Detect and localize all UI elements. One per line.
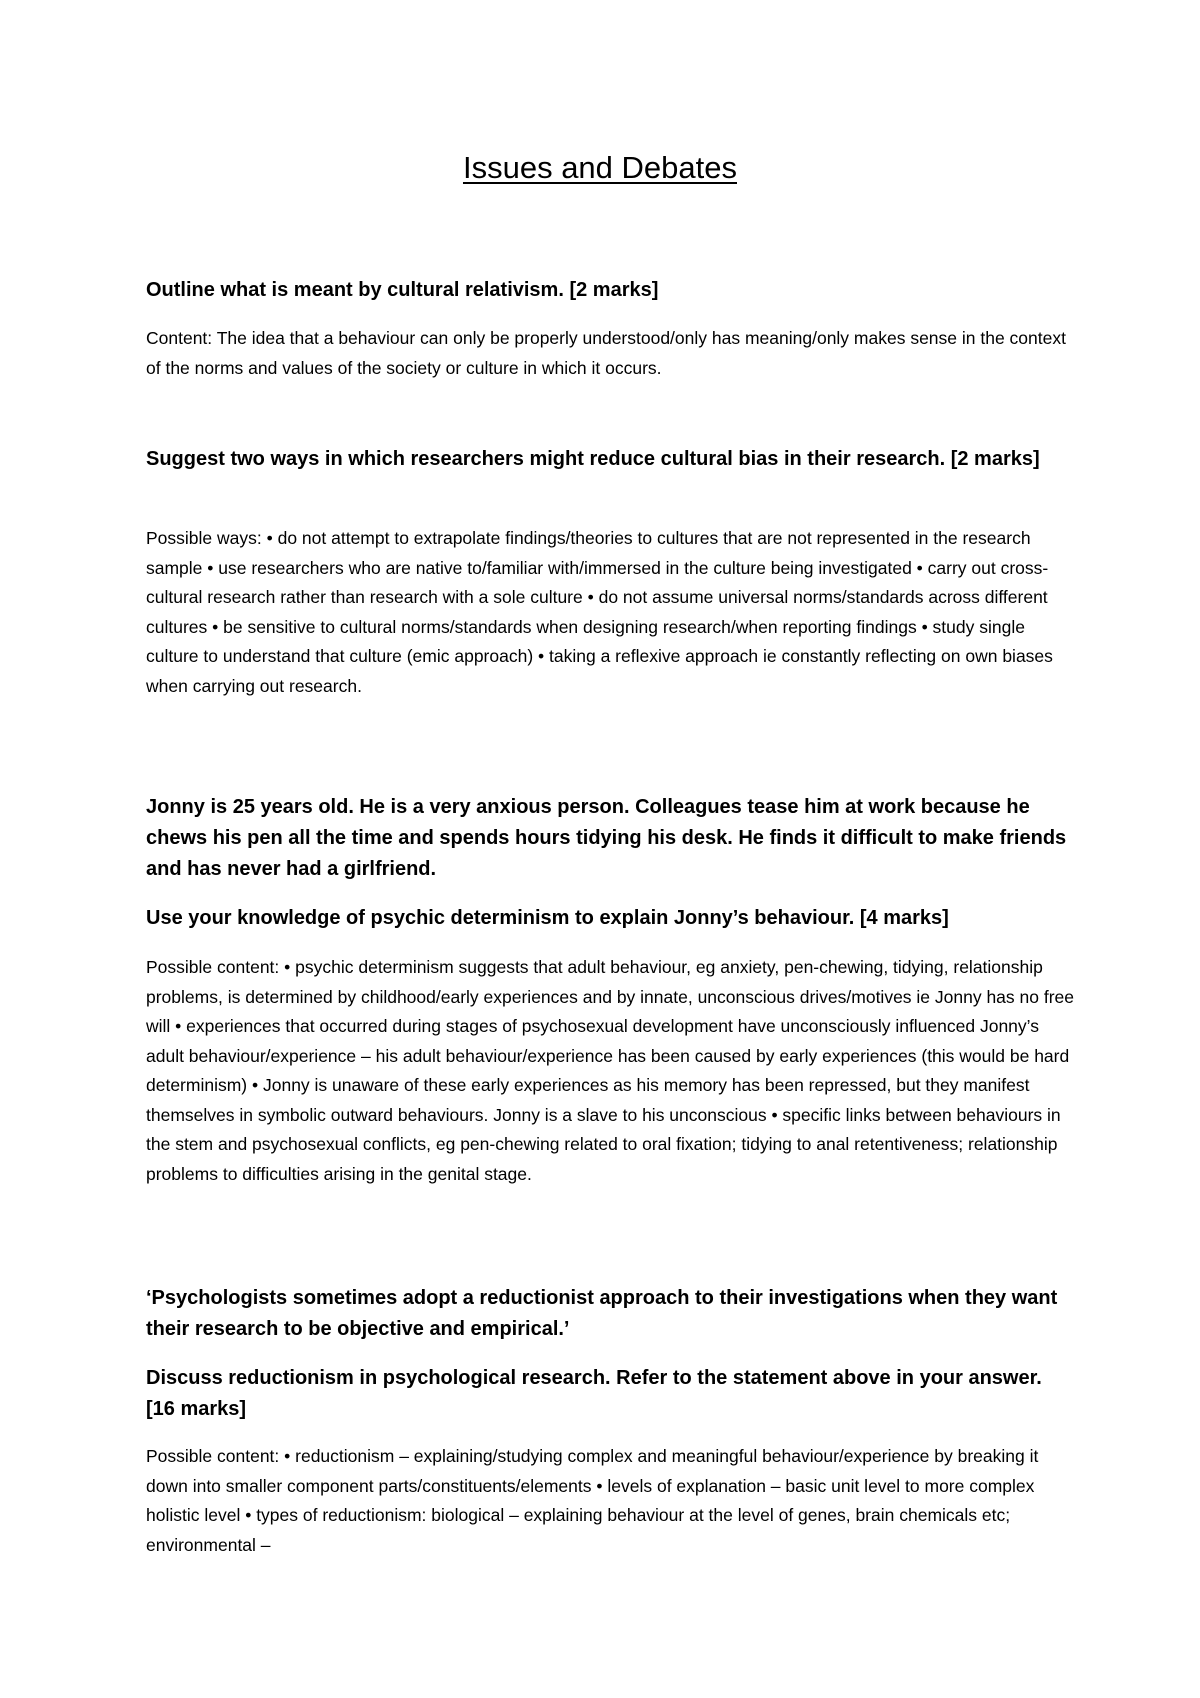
page-title: Issues and Debates — [462, 150, 737, 185]
answer-1-label: Content: — [146, 328, 213, 348]
answer-1-text: The idea that a behaviour can only be properly understood/only has meaning/only makes sense in the context of the norms and values of the society or culture in which it occurs. — [146, 328, 1066, 378]
answer-3 — [146, 953, 1076, 1189]
answer-4-label: Possible content: — [146, 1446, 280, 1466]
question-2: Suggest two ways in which researchers might reduce cultural bias in their research. [2 marks] — [146, 448, 1040, 470]
answer-1 — [146, 324, 1076, 383]
question-4-statement: ‘Psychologists sometimes adopt a reductionist approach to their investigations when they want their research to be objective and empirical.’ — [146, 1287, 1058, 1340]
question-1: Outline what is meant by cultural relativism. [2 marks] — [146, 279, 659, 301]
question-4: Discuss reductionism in psychological research. Refer to the statement above in your answer. [16 marks] — [146, 1367, 1042, 1420]
answer-3-label: Possible content: — [146, 957, 280, 977]
answer-2-text: • do not attempt to extrapolate findings/theories to cultures that are not represented in the research sample • use researchers who are native to/familiar with/immersed in the culture being investigated • carry out cross-cultural research rather than research with a sole culture • do not assume universal norms/standards across different cultures • be sensitive to cultural norms/standards when designing research/when reporting findings • study single culture to understand that culture (emic approach) • taking a reflexive approach ie constantly reflecting on own biases when carrying out research. — [146, 528, 1053, 696]
question-3: Use your knowledge of psychic determinism to explain Jonny’s behaviour. [4 marks] — [146, 907, 949, 929]
answer-2-label: Possible ways: — [146, 528, 262, 548]
answer-4 — [146, 1442, 1076, 1560]
answer-4-text: • reductionism – explaining/studying complex and meaningful behaviour/experience by breaking it down into smaller component parts/constituents/elements • levels of explanation – basic unit level to more complex holistic level • types of reductionism: biological – explaining behaviour at the level of genes, brain chemicals etc; environmental – — [146, 1446, 1039, 1555]
question-3-stem: Jonny is 25 years old. He is a very anxious person. Colleagues tease him at work because he chews his pen all the time and spends hours tidying his desk. He finds it difficult to make friends and has never had a girlfriend. — [146, 796, 1067, 880]
answer-3-text: • psychic determinism suggests that adult behaviour, eg anxiety, pen-chewing, tidying, relationship problems, is determined by childhood/early experiences and by innate, unconscious drives/motives ie Jonny has no free will • experiences that occurred during stages of psychosexual development have unconsciously influenced Jonny’s adult behaviour/experience – his adult behaviour/experience has been caused by early experiences (this would be hard determinism) • Jonny is unaware of these early experiences as his memory has been repressed, but they manifest themselves in symbolic outward behaviours. Jonny is a slave to his unconscious • specific links between behaviours in the stem and psychosexual conflicts, eg pen-chewing related to oral fixation; tidying to anal retentiveness; relationship problems to difficulties arising in the genital stage. — [146, 957, 1075, 1184]
answer-2 — [146, 524, 1076, 701]
